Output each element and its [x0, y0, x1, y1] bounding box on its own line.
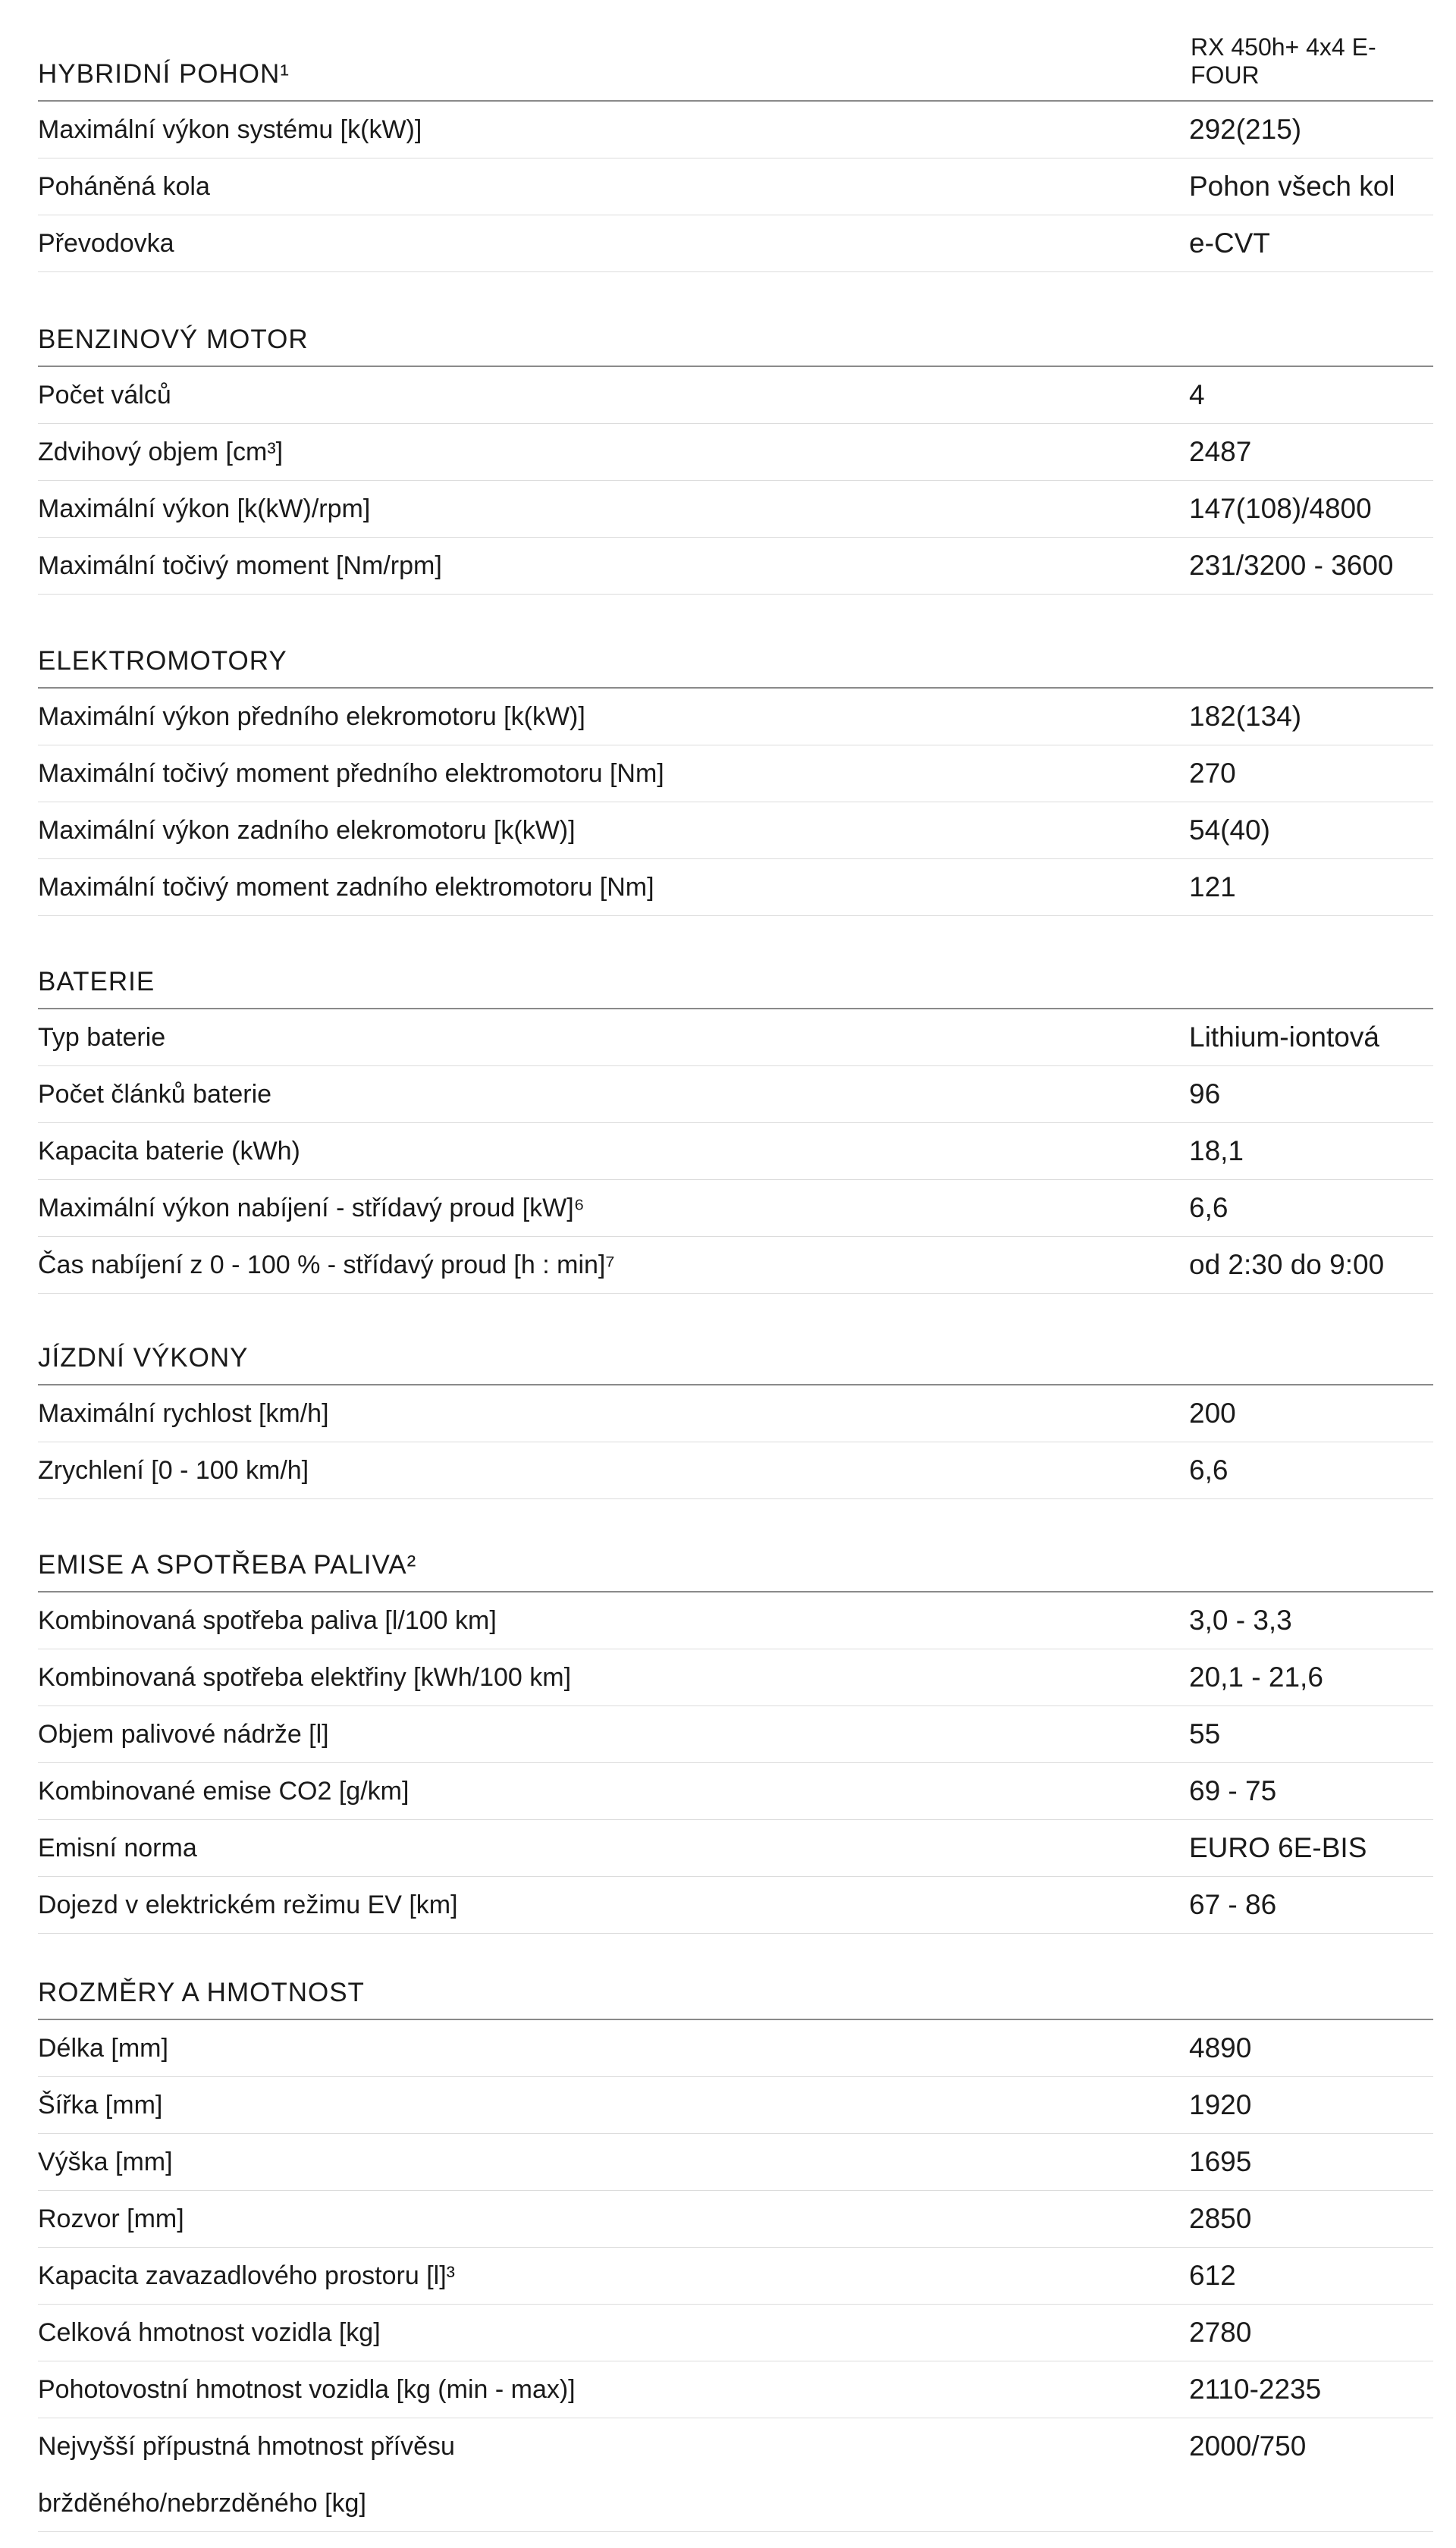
- spec-label: Kapacita baterie (kWh): [38, 1136, 300, 1166]
- spec-label: Maximální točivý moment zadního elektromotoru [Nm]: [38, 872, 654, 902]
- spec-row: [38, 102, 1433, 158]
- section-title: ROZMĚRY A HMOTNOST: [38, 1978, 365, 2007]
- spec-value: 200: [1189, 1398, 1236, 1429]
- spec-value: 2000/750: [1189, 2430, 1307, 2462]
- spec-label: Délka [mm]: [38, 2033, 168, 2063]
- spec-value: 54(40): [1189, 814, 1270, 846]
- spec-row: [38, 1649, 1433, 1706]
- spec-row: [38, 2020, 1433, 2077]
- spec-label: Zdvihový objem [cm³]: [38, 437, 284, 466]
- spec-label: Poháněná kola: [38, 171, 210, 201]
- spec-value: 3,0 - 3,3: [1189, 1605, 1292, 1636]
- spec-row: [38, 215, 1433, 272]
- spec-label: Objem palivové nádrže [l]: [38, 1719, 329, 1749]
- spec-label: Typ baterie: [38, 1022, 166, 1052]
- spec-value: 18,1: [1189, 1135, 1244, 1166]
- spec-row: [38, 1763, 1433, 1820]
- spec-label: Maximální točivý moment [Nm/rpm]: [38, 551, 442, 580]
- spec-value: od 2:30 do 9:00: [1189, 1249, 1385, 1280]
- spec-value: 1920: [1189, 2089, 1252, 2120]
- spec-value: 2850: [1189, 2203, 1252, 2234]
- section-electric-motors: [38, 617, 1433, 916]
- spec-row: [38, 2418, 1433, 2532]
- section-battery: [38, 938, 1433, 1294]
- spec-value: e-CVT: [1189, 228, 1270, 259]
- section-title: JÍZDNÍ VÝKONY: [38, 1343, 249, 1373]
- spec-row: [38, 1123, 1433, 1180]
- spec-label: Maximální výkon nabíjení - střídavý proud [kW]⁶: [38, 1193, 585, 1222]
- spec-value: 182(134): [1189, 701, 1302, 732]
- spec-label: Kombinované emise CO2 [g/km]: [38, 1776, 410, 1806]
- section-title: ELEKTROMOTORY: [38, 646, 287, 676]
- section-title: BATERIE: [38, 967, 155, 996]
- spec-value: 6,6: [1189, 1192, 1228, 1223]
- spec-row: [38, 1706, 1433, 1763]
- section-header: [38, 296, 1433, 367]
- spec-value: 20,1 - 21,6: [1189, 1662, 1323, 1693]
- section-header: [38, 30, 1433, 102]
- spec-label: Maximální výkon předního elekromotoru [k(kW)]: [38, 701, 585, 731]
- spec-label: Zrychlení [0 - 100 km/h]: [38, 1455, 309, 1485]
- spec-row: [38, 2077, 1433, 2134]
- spec-value: 292(215): [1189, 114, 1302, 145]
- spec-row: [38, 1442, 1433, 1499]
- spec-row: [38, 689, 1433, 745]
- section-header: [38, 1314, 1433, 1385]
- spec-label: Čas nabíjení z 0 - 100 % - střídavý proud [h : min]⁷: [38, 1250, 615, 1279]
- spec-value: EURO 6E-BIS: [1189, 1832, 1367, 1863]
- spec-row: [38, 2305, 1433, 2361]
- spec-label: Celková hmotnost vozidla [kg]: [38, 2317, 381, 2347]
- spec-value: 270: [1189, 758, 1236, 789]
- section-title: HYBRIDNÍ POHON¹: [38, 59, 290, 89]
- spec-label: Emisní norma: [38, 1833, 197, 1862]
- model-column-header: RX 450h+ 4x4 E-FOUR: [1191, 33, 1376, 89]
- spec-row: [38, 481, 1433, 538]
- spec-value: 2780: [1189, 2317, 1252, 2348]
- spec-row: [38, 1385, 1433, 1442]
- spec-label: Počet článků baterie: [38, 1079, 272, 1109]
- spec-row: [38, 1066, 1433, 1123]
- section-petrol-engine: [38, 296, 1433, 595]
- spec-row: [38, 1180, 1433, 1237]
- section-dimensions-weight: [38, 1949, 1433, 2532]
- spec-value: 4890: [1189, 2032, 1252, 2063]
- spec-row: [38, 1877, 1433, 1934]
- spec-label: Kapacita zavazadlového prostoru [l]³: [38, 2261, 455, 2290]
- spec-label: Pohotovostní hmotnost vozidla [kg (min - max)]: [38, 2374, 576, 2404]
- section-hybrid-drive: [38, 30, 1433, 272]
- section-header: [38, 1949, 1433, 2020]
- spec-value: 55: [1189, 1718, 1221, 1749]
- spec-value: 2110-2235: [1189, 2374, 1322, 2405]
- spec-value: 67 - 86: [1189, 1889, 1277, 1920]
- spec-label: Převodovka: [38, 228, 174, 258]
- spec-label: Kombinovaná spotřeba paliva [l/100 km]: [38, 1605, 497, 1635]
- spec-value: 2487: [1189, 436, 1252, 467]
- spec-label: Rozvor [mm]: [38, 2204, 184, 2233]
- spec-value: 121: [1189, 871, 1236, 902]
- section-header: [38, 938, 1433, 1009]
- spec-value: 612: [1189, 2260, 1236, 2291]
- section-title: BENZINOVÝ MOTOR: [38, 325, 309, 354]
- spec-value: Pohon všech kol: [1189, 171, 1395, 202]
- spec-row: [38, 2361, 1433, 2418]
- spec-value: 147(108)/4800: [1189, 493, 1372, 524]
- spec-row: [38, 1009, 1433, 1066]
- spec-label: Výška [mm]: [38, 2147, 173, 2176]
- spec-row: [38, 859, 1433, 916]
- spec-label: Šířka [mm]: [38, 2090, 163, 2120]
- section-emissions: [38, 1521, 1433, 1934]
- spec-row: [38, 1592, 1433, 1649]
- spec-label: Nejvyšší přípustná hmotnost přívěsu bržděného/nebrzděného [kg]: [38, 2432, 455, 2518]
- spec-value: Lithium-iontová: [1189, 1021, 1379, 1053]
- spec-value: 1695: [1189, 2146, 1252, 2177]
- spec-label: Maximální výkon systému [k(kW)]: [38, 115, 422, 144]
- spec-row: [38, 367, 1433, 424]
- spec-label: Maximální točivý moment předního elektromotoru [Nm]: [38, 758, 664, 788]
- section-title: EMISE A SPOTŘEBA PALIVA²: [38, 1550, 417, 1580]
- spec-value: 96: [1189, 1078, 1221, 1109]
- spec-row: [38, 1820, 1433, 1877]
- section-performance: [38, 1314, 1433, 1499]
- spec-label: Maximální výkon [k(kW)/rpm]: [38, 494, 371, 523]
- spec-row: [38, 2191, 1433, 2248]
- spec-label: Dojezd v elektrickém režimu EV [km]: [38, 1890, 458, 1919]
- spec-label: Maximální výkon zadního elekromotoru [k(kW)]: [38, 815, 576, 845]
- spec-row: [38, 538, 1433, 595]
- spec-row: [38, 158, 1433, 215]
- spec-label: Počet válců: [38, 380, 171, 410]
- spec-row: [38, 424, 1433, 481]
- spec-row: [38, 2248, 1433, 2305]
- spec-label: Kombinovaná spotřeba elektřiny [kWh/100 km]: [38, 1662, 572, 1692]
- spec-row: [38, 802, 1433, 859]
- section-header: [38, 617, 1433, 689]
- spec-value: 231/3200 - 3600: [1189, 550, 1394, 581]
- spec-value: 6,6: [1189, 1454, 1228, 1486]
- spec-row: [38, 745, 1433, 802]
- spec-label: Maximální rychlost [km/h]: [38, 1398, 329, 1428]
- section-header: [38, 1521, 1433, 1592]
- spec-row: [38, 2134, 1433, 2191]
- spec-row: [38, 1237, 1433, 1294]
- spec-value: 69 - 75: [1189, 1775, 1277, 1806]
- spec-value: 4: [1189, 379, 1205, 410]
